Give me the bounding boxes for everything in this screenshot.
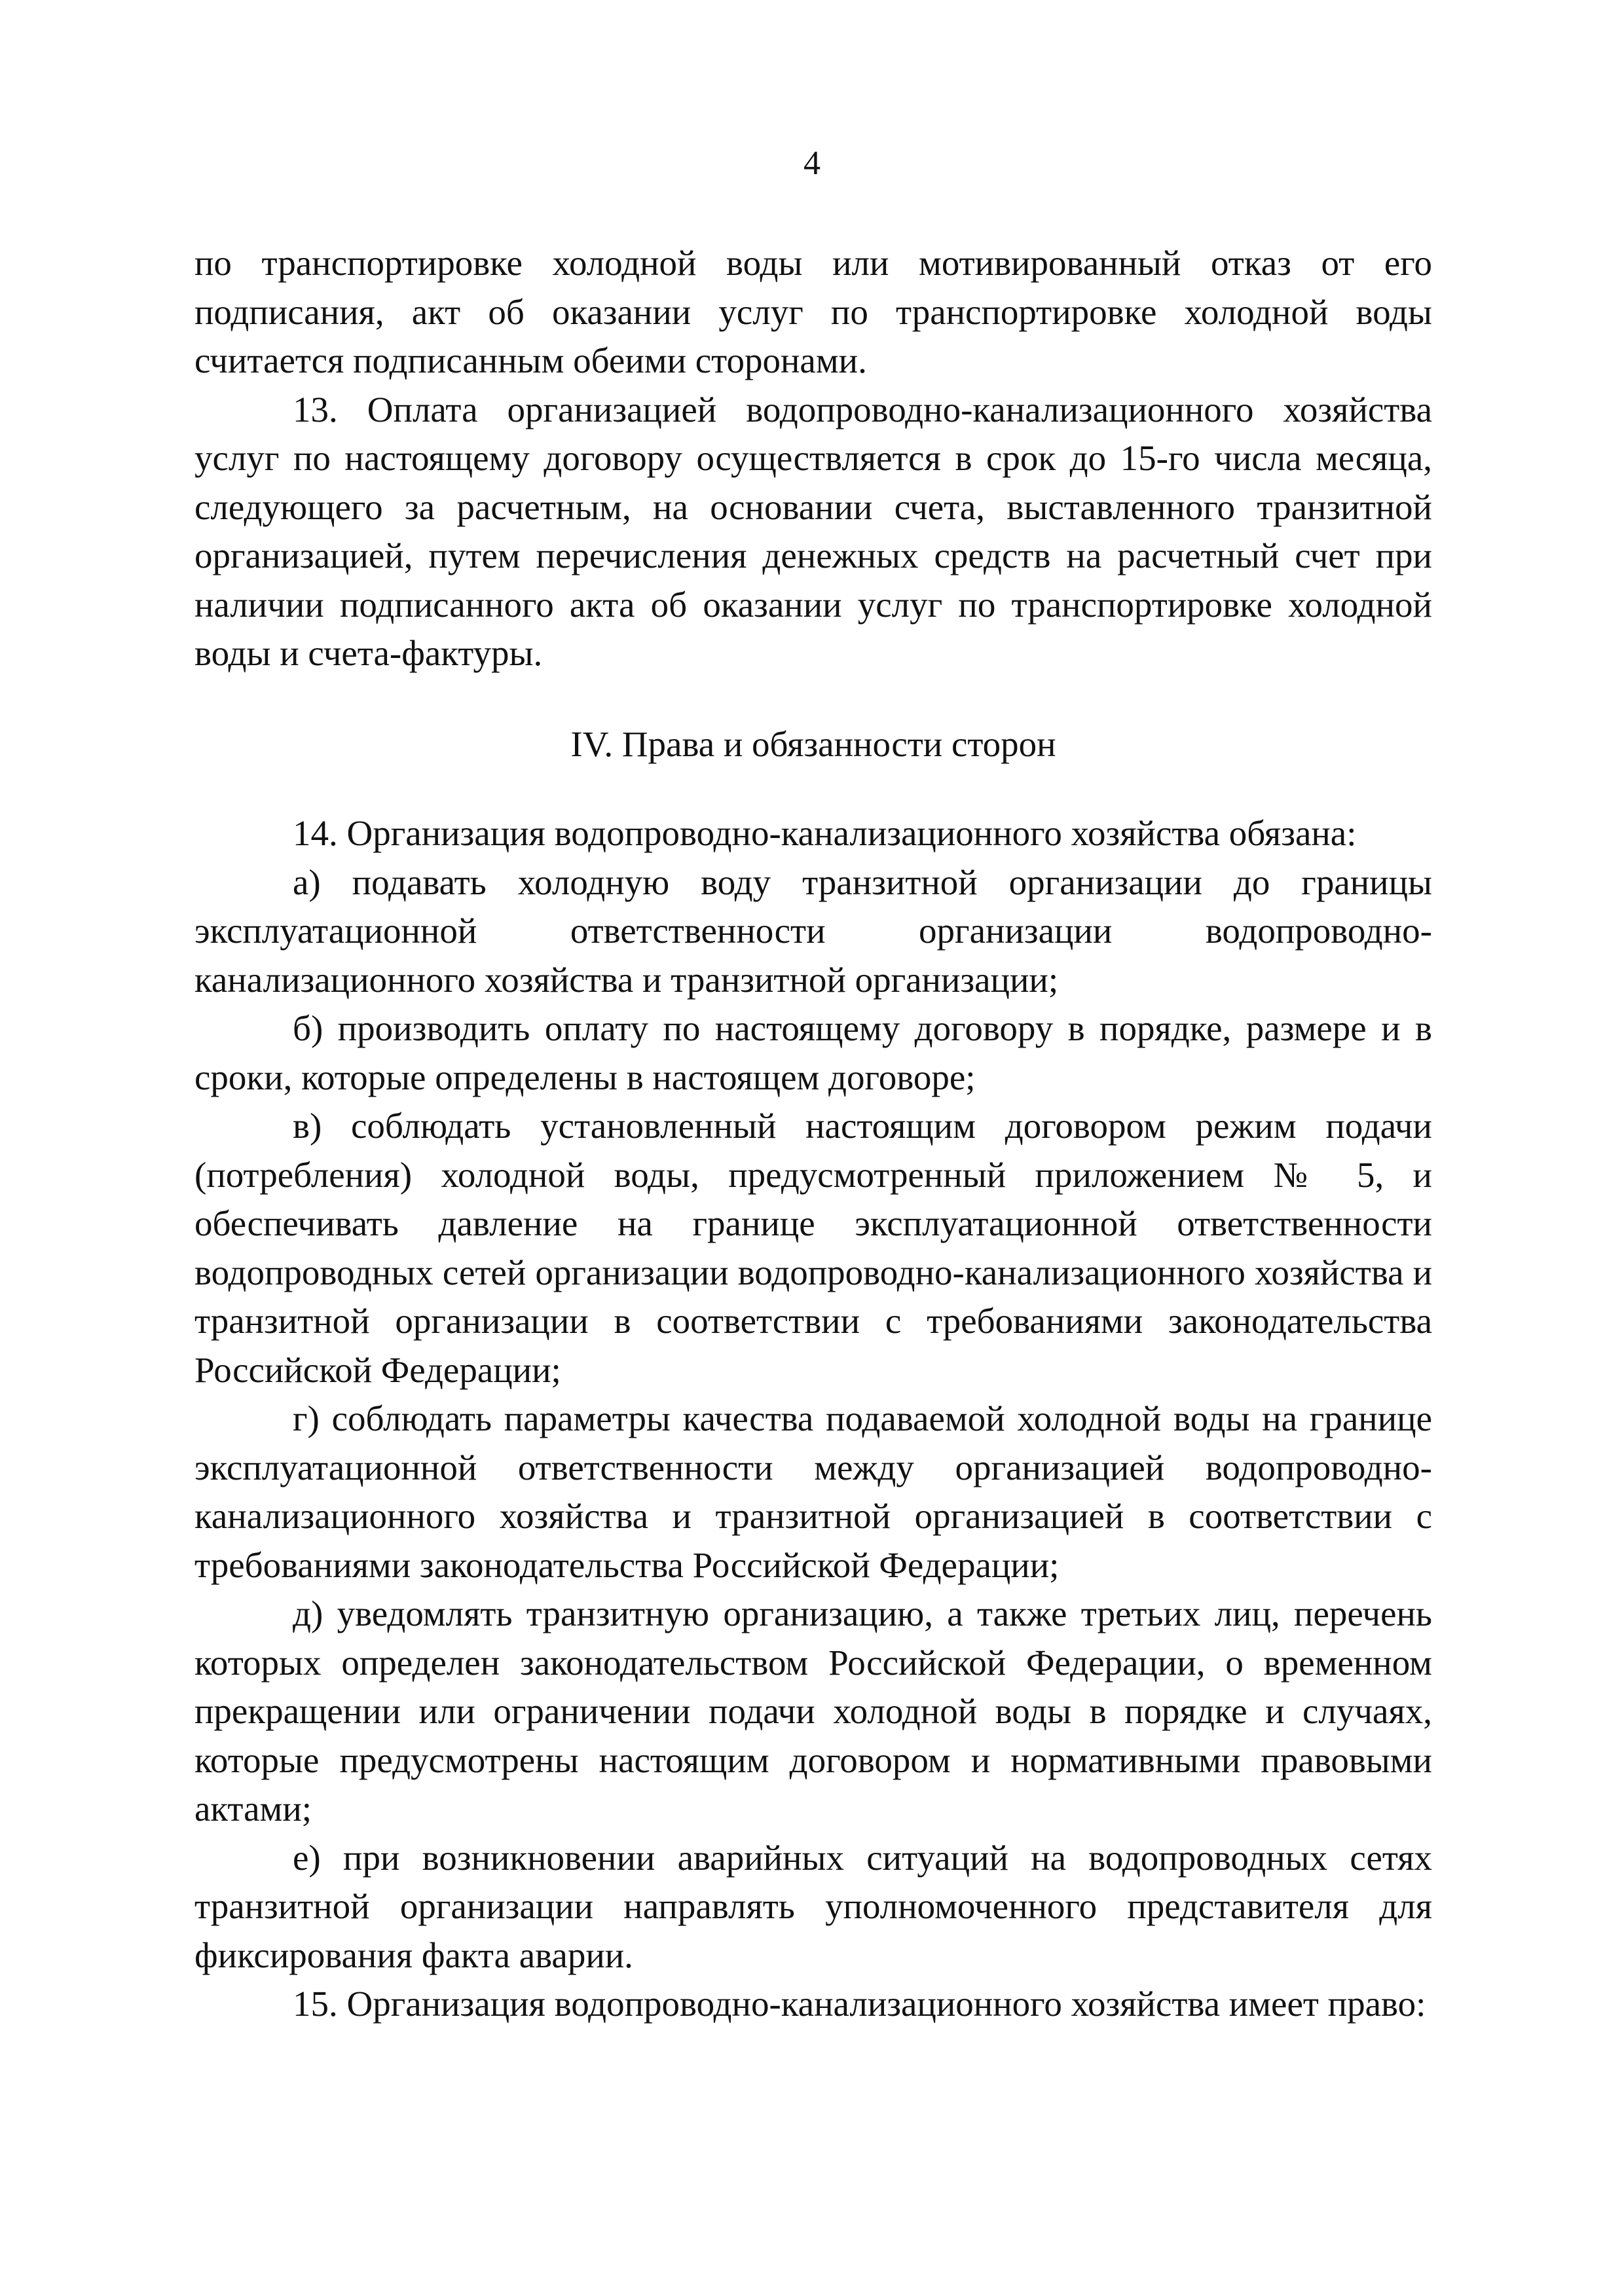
paragraph-14-v: в) соблюдать установленный настоящим договором режим подачи (потребления) холодной воды, предусмотренный приложением № 5, и обеспечивать давление на границе эксплуатационной ответственности водопроводных сетей организации водопроводно-канализационного хозяйства и транзитной организации в соответствии с требованиями законодательства Российской Федерации; bbox=[194, 1106, 1432, 1390]
document-body bbox=[194, 239, 1432, 2029]
paragraph-continuation: по транспортировке холодной воды или мотивированный отказ от его подписания, акт об оказании услуг по транспортировке холодной воды считается подписанным обеими сторонами. bbox=[194, 243, 1432, 380]
paragraph-15: 15. Организация водопроводно-канализационного хозяйства имеет право: bbox=[293, 1984, 1426, 2024]
paragraph-14-b: б) производить оплату по настоящему договору в порядке, размере и в сроки, которые определены в настоящем договоре; bbox=[194, 1008, 1432, 1097]
page-number: 4 bbox=[803, 145, 821, 182]
paragraph-14-d: д) уведомлять транзитную организацию, а также третьих лиц, перечень которых определен законодательством Российской Федерации, о временном прекращении или ограничении подачи холодной воды в порядке и случаях, которые предусмотрены настоящим договором и нормативными правовыми актами; bbox=[194, 1594, 1432, 1829]
paragraph-14-e: е) при возникновении аварийных ситуаций на водопроводных сетях транзитной организации направлять уполномоченного представителя для фиксирования факта аварии. bbox=[194, 1837, 1432, 1975]
section-heading: IV. Права и обязанности сторон bbox=[570, 723, 1056, 764]
paragraph-14-g: г) соблюдать параметры качества подаваемой холодной воды на границе эксплуатационной ответственности между организацией водопроводно-канализационного хозяйства и транзитной организацией в соответствии с требованиями законодательства Российской Федерации; bbox=[194, 1398, 1432, 1585]
paragraph-13: 13. Оплата организацией водопроводно-канализационного хозяйства услуг по настоящему договору осуществляется в срок до 15-го числа месяца, следующего за расчетным, на основании счета, выставленного транзитной организацией, путем перечисления денежных средств на расчетный счет при наличии подписанного акта об оказании услуг по транспортировке холодной воды и счета-фактуры. bbox=[194, 389, 1432, 673]
paragraph-14-a: а) подавать холодную воду транзитной организации до границы эксплуатационной ответственности организации водопроводно-канализационного хозяйства и транзитной организации; bbox=[194, 862, 1432, 1000]
paragraph-14: 14. Организация водопроводно-канализационного хозяйства обязана: bbox=[293, 813, 1357, 853]
